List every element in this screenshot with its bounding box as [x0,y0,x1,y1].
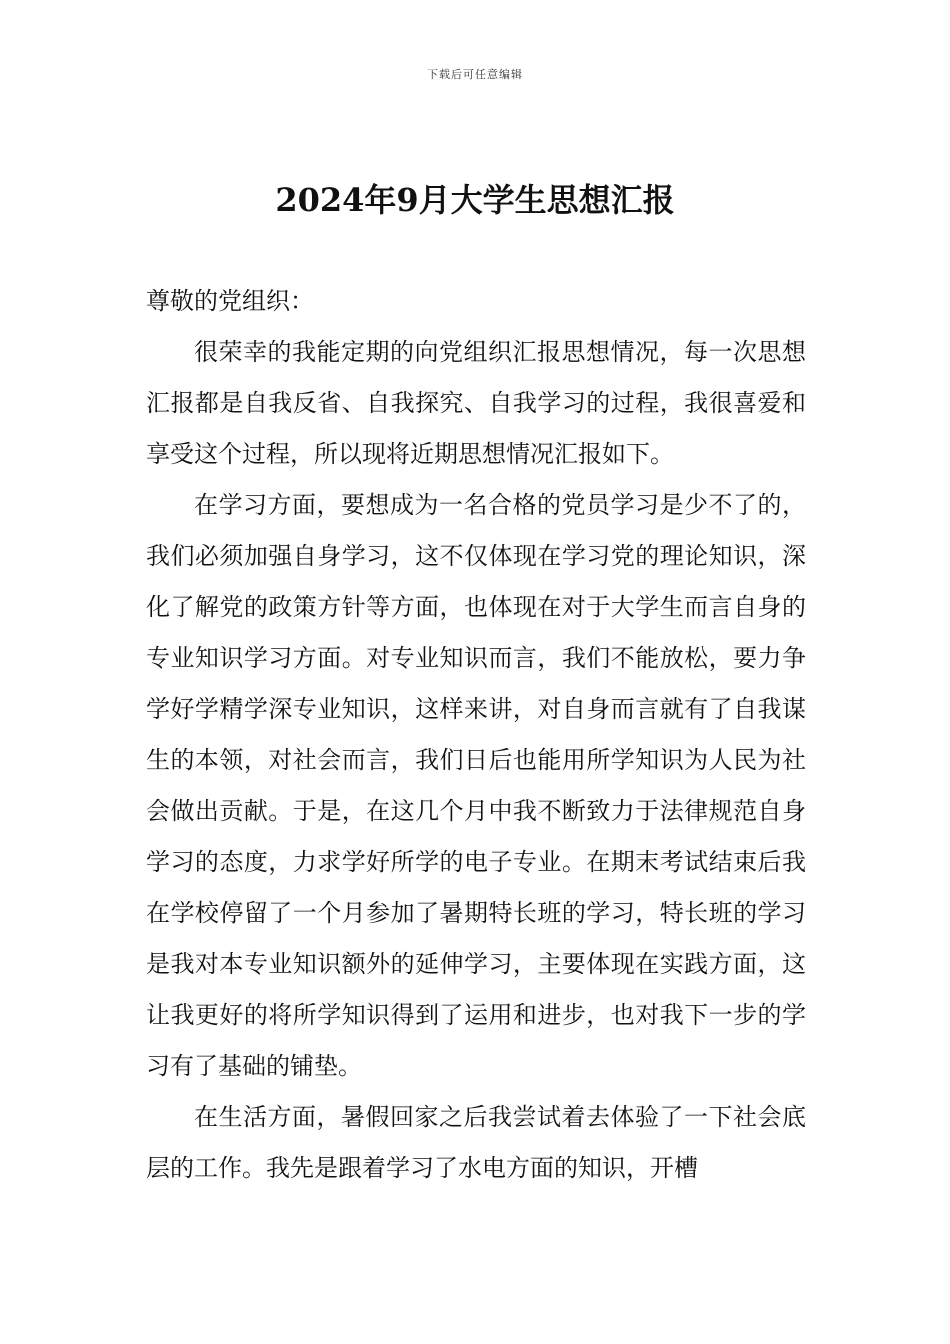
paragraph-life: 在生活方面，暑假回家之后我尝试着去体验了一下社会底层的工作。我先是跟着学习了水电方面的知识，开槽 [146,1103,806,1182]
paragraph-intro: 很荣幸的我能定期的向党组织汇报思想情况，每一次思想汇报都是自我反省、自我探究、自我学习的过程，我很喜爱和享受这个过程，所以现将近期思想情况汇报如下。 [146,338,806,468]
paragraph-study: 在学习方面，要想成为一名合格的党员学习是少不了的，我们必须加强自身学习，这不仅体现在学习党的理论知识，深化了解党的政策方针等方面，也体现在对于大学生而言自身的专业知识学习方面。对专业知识而言，我们不能放松，要力争学好学精学深专业知识，这样来讲，对自身而言就有了自我谋生的本领，对社会而言，我们日后也能用所学知识为人民为社会做出贡献。于是，在这几个月中我不断致力于法律规范自身学习的态度，力求学好所学的电子专业。在期末考试结束后我在学校停留了一个月参加了暑期特长班的学习，特长班的学习是我对本专业知识额外的延伸学习，主要体现在实践方面，这让我更好的将所学知识得到了运用和进步，也对我下一步的学习有了基础的铺垫。 [146,491,806,1080]
document-body [146,276,806,1194]
document-title: 2024年9月大学生思想汇报 [275,181,675,219]
salutation: 尊敬的党组织： [146,287,314,315]
header-note: 下载后可任意编辑 [427,68,523,81]
